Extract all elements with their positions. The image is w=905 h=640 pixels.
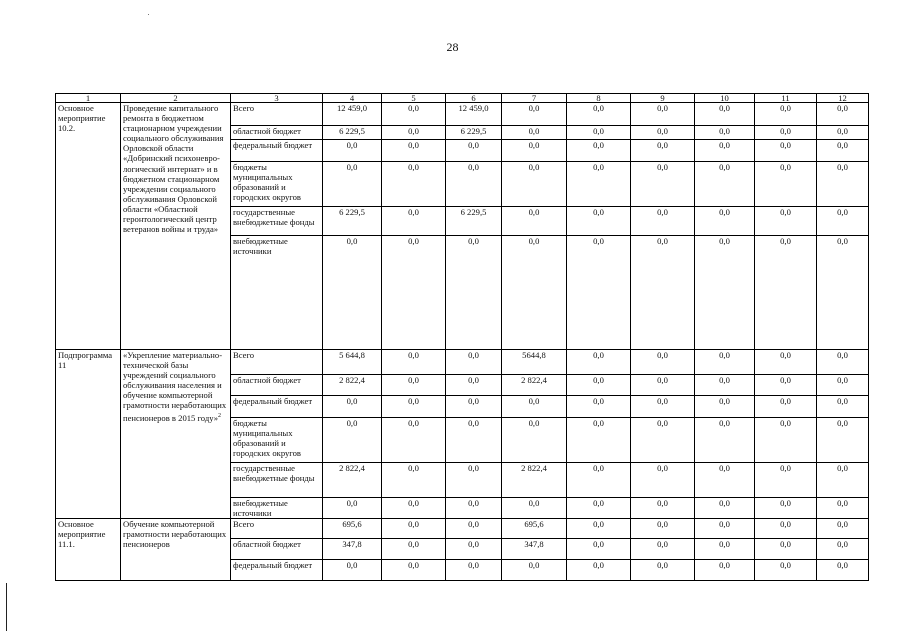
amount-cell: 0,0 xyxy=(755,350,817,375)
amount-cell: 0,0 xyxy=(502,396,567,418)
amount-cell: 0,0 xyxy=(446,498,502,519)
amount-cell: 0,0 xyxy=(323,418,382,463)
amount-cell: 0,0 xyxy=(567,463,631,498)
amount-cell: 0,0 xyxy=(695,375,755,396)
amount-cell: 0,0 xyxy=(446,560,502,581)
amount-cell: 0,0 xyxy=(755,418,817,463)
item-title-text: Обучение компьютерной грамотности неработающих пенсионеров xyxy=(123,519,227,550)
amount-cell: 0,0 xyxy=(382,103,446,126)
amount-cell: 0,0 xyxy=(695,140,755,162)
amount-cell: 0,0 xyxy=(382,207,446,236)
amount-cell: 0,0 xyxy=(631,396,695,418)
amount-cell: 0,0 xyxy=(817,375,869,396)
amount-cell: 0,0 xyxy=(695,418,755,463)
amount-cell: 0,0 xyxy=(631,539,695,560)
amount-cell: 0,0 xyxy=(382,498,446,519)
funding-source-cell: Всего xyxy=(231,103,323,126)
amount-cell: 5644,8 xyxy=(502,350,567,375)
funding-source-cell: внебюджетные источники xyxy=(231,236,323,350)
amount-cell: 0,0 xyxy=(695,396,755,418)
margin-line xyxy=(6,583,7,631)
amount-cell: 0,0 xyxy=(755,140,817,162)
amount-cell: 0,0 xyxy=(755,498,817,519)
amount-cell: 0,0 xyxy=(382,519,446,539)
column-number: 1 xyxy=(56,94,121,103)
amount-cell: 0,0 xyxy=(567,162,631,207)
amount-cell: 0,0 xyxy=(631,236,695,350)
amount-cell: 0,0 xyxy=(631,350,695,375)
amount-cell: 0,0 xyxy=(755,519,817,539)
funding-source-cell: государственные внебюджетные фонды xyxy=(231,207,323,236)
amount-cell: 0,0 xyxy=(695,539,755,560)
amount-cell: 0,0 xyxy=(755,126,817,140)
item-title-text: Проведение капитального ремонта в бюджетном стационарном учреждении социального обслуживания Орловской области «Добринский психоневро-логический интернат» и в бюджетном стационарном учреждении социального обслуживания Орловской области «Областной геронтологический центр ветеранов войны и труда» xyxy=(123,103,224,235)
amount-cell: 0,0 xyxy=(817,498,869,519)
amount-cell: 0,0 xyxy=(631,103,695,126)
amount-cell: 0,0 xyxy=(755,539,817,560)
amount-cell: 0,0 xyxy=(817,236,869,350)
funding-source-cell: федеральный бюджет xyxy=(231,396,323,418)
amount-cell: 0,0 xyxy=(567,375,631,396)
table-row xyxy=(56,103,869,126)
amount-cell: 0,0 xyxy=(817,126,869,140)
amount-cell: 0,0 xyxy=(567,103,631,126)
amount-cell: 0,0 xyxy=(755,560,817,581)
footnote-marker: 2 xyxy=(218,412,222,419)
amount-cell: 347,8 xyxy=(323,539,382,560)
amount-cell: 0,0 xyxy=(755,375,817,396)
amount-cell: 0,0 xyxy=(446,375,502,396)
amount-cell: 2 822,4 xyxy=(323,375,382,396)
amount-cell: 0,0 xyxy=(631,375,695,396)
amount-cell: 0,0 xyxy=(446,519,502,539)
funding-source-cell: областной бюджет xyxy=(231,375,323,396)
amount-cell: 0,0 xyxy=(817,162,869,207)
column-number: 8 xyxy=(567,94,631,103)
amount-cell: 0,0 xyxy=(567,236,631,350)
page-number: 28 xyxy=(446,40,459,54)
amount-cell: 0,0 xyxy=(695,519,755,539)
amount-cell: 0,0 xyxy=(567,498,631,519)
funding-source-cell: областной бюджет xyxy=(231,126,323,140)
column-number: 7 xyxy=(502,94,567,103)
amount-cell: 0,0 xyxy=(382,463,446,498)
amount-cell: 0,0 xyxy=(502,207,567,236)
amount-cell: 0,0 xyxy=(817,396,869,418)
amount-cell: 0,0 xyxy=(567,519,631,539)
column-number: 4 xyxy=(323,94,382,103)
item-title-text: «Укрепление материально-технической базы учреждений социального обслуживания населения и обучение компьютерной грамотности неработающих пенсионеров в 2015 году» xyxy=(123,350,227,423)
amount-cell: 0,0 xyxy=(382,126,446,140)
item-title-cell xyxy=(121,103,231,350)
amount-cell: 347,8 xyxy=(502,539,567,560)
scan-speck xyxy=(148,14,149,15)
amount-cell: 0,0 xyxy=(695,498,755,519)
amount-cell: 0,0 xyxy=(817,207,869,236)
column-number: 6 xyxy=(446,94,502,103)
amount-cell: 0,0 xyxy=(755,103,817,126)
amount-cell: 12 459,0 xyxy=(446,103,502,126)
amount-cell: 0,0 xyxy=(631,126,695,140)
amount-cell: 0,0 xyxy=(567,126,631,140)
amount-cell: 0,0 xyxy=(755,207,817,236)
amount-cell: 0,0 xyxy=(446,396,502,418)
amount-cell: 0,0 xyxy=(502,498,567,519)
amount-cell: 0,0 xyxy=(502,126,567,140)
funding-source-cell: внебюджетные источники xyxy=(231,498,323,519)
amount-cell: 0,0 xyxy=(567,396,631,418)
budget-table xyxy=(55,93,869,581)
column-number: 10 xyxy=(695,94,755,103)
amount-cell: 6 229,5 xyxy=(323,126,382,140)
amount-cell: 0,0 xyxy=(323,162,382,207)
column-number: 5 xyxy=(382,94,446,103)
funding-source-cell: федеральный бюджет xyxy=(231,140,323,162)
item-code-cell: Подпрограмма 11 xyxy=(56,350,121,519)
amount-cell: 0,0 xyxy=(755,236,817,350)
amount-cell: 0,0 xyxy=(817,350,869,375)
column-number: 3 xyxy=(231,94,323,103)
amount-cell: 0,0 xyxy=(695,350,755,375)
amount-cell: 0,0 xyxy=(323,236,382,350)
funding-source-cell: государственные внебюджетные фонды xyxy=(231,463,323,498)
amount-cell: 0,0 xyxy=(382,375,446,396)
funding-source-cell: областной бюджет xyxy=(231,539,323,560)
amount-cell: 0,0 xyxy=(695,236,755,350)
table-row xyxy=(56,519,869,539)
amount-cell: 0,0 xyxy=(695,103,755,126)
amount-cell: 0,0 xyxy=(446,162,502,207)
amount-cell: 0,0 xyxy=(323,498,382,519)
amount-cell: 0,0 xyxy=(567,560,631,581)
funding-source-cell: федеральный бюджет xyxy=(231,560,323,581)
table-row xyxy=(56,350,869,375)
amount-cell: 0,0 xyxy=(446,463,502,498)
amount-cell: 0,0 xyxy=(567,207,631,236)
amount-cell: 2 822,4 xyxy=(323,463,382,498)
amount-cell: 0,0 xyxy=(502,236,567,350)
amount-cell: 6 229,5 xyxy=(446,126,502,140)
amount-cell: 0,0 xyxy=(631,560,695,581)
amount-cell: 695,6 xyxy=(323,519,382,539)
amount-cell: 0,0 xyxy=(323,560,382,581)
amount-cell: 0,0 xyxy=(446,418,502,463)
amount-cell: 0,0 xyxy=(382,236,446,350)
amount-cell: 0,0 xyxy=(382,539,446,560)
item-title-cell xyxy=(121,519,231,581)
funding-source-cell: Всего xyxy=(231,519,323,539)
item-code-cell: Основное мероприятие 10.2. xyxy=(56,103,121,350)
amount-cell: 0,0 xyxy=(695,207,755,236)
amount-cell: 0,0 xyxy=(817,140,869,162)
amount-cell: 695,6 xyxy=(502,519,567,539)
amount-cell: 0,0 xyxy=(631,463,695,498)
amount-cell: 0,0 xyxy=(382,140,446,162)
column-number-row xyxy=(56,94,869,103)
amount-cell: 0,0 xyxy=(382,162,446,207)
amount-cell: 0,0 xyxy=(502,418,567,463)
amount-cell: 0,0 xyxy=(631,519,695,539)
funding-source-cell: бюджеты муниципальных образований и городских округов xyxy=(231,162,323,207)
amount-cell: 0,0 xyxy=(817,539,869,560)
amount-cell: 0,0 xyxy=(567,539,631,560)
amount-cell: 6 229,5 xyxy=(446,207,502,236)
amount-cell: 0,0 xyxy=(446,539,502,560)
amount-cell: 0,0 xyxy=(631,140,695,162)
amount-cell: 0,0 xyxy=(755,162,817,207)
amount-cell: 6 229,5 xyxy=(323,207,382,236)
amount-cell: 0,0 xyxy=(567,350,631,375)
amount-cell: 0,0 xyxy=(631,207,695,236)
item-title-cell xyxy=(121,350,231,519)
column-number: 11 xyxy=(755,94,817,103)
amount-cell: 0,0 xyxy=(382,350,446,375)
amount-cell: 0,0 xyxy=(631,418,695,463)
amount-cell: 0,0 xyxy=(817,103,869,126)
amount-cell: 0,0 xyxy=(695,560,755,581)
amount-cell: 12 459,0 xyxy=(323,103,382,126)
amount-cell: 2 822,4 xyxy=(502,463,567,498)
item-code-cell: Основное мероприятие 11.1. xyxy=(56,519,121,581)
funding-source-cell: бюджеты муниципальных образований и городских округов xyxy=(231,418,323,463)
amount-cell: 2 822,4 xyxy=(502,375,567,396)
amount-cell: 0,0 xyxy=(755,463,817,498)
column-number: 12 xyxy=(817,94,869,103)
amount-cell: 0,0 xyxy=(502,560,567,581)
amount-cell: 5 644,8 xyxy=(323,350,382,375)
amount-cell: 0,0 xyxy=(446,140,502,162)
amount-cell: 0,0 xyxy=(817,418,869,463)
amount-cell: 0,0 xyxy=(631,498,695,519)
amount-cell: 0,0 xyxy=(502,162,567,207)
column-number: 9 xyxy=(631,94,695,103)
amount-cell: 0,0 xyxy=(502,140,567,162)
amount-cell: 0,0 xyxy=(323,140,382,162)
amount-cell: 0,0 xyxy=(695,162,755,207)
amount-cell: 0,0 xyxy=(323,396,382,418)
amount-cell: 0,0 xyxy=(695,126,755,140)
amount-cell: 0,0 xyxy=(446,236,502,350)
amount-cell: 0,0 xyxy=(567,140,631,162)
amount-cell: 0,0 xyxy=(382,418,446,463)
amount-cell: 0,0 xyxy=(567,418,631,463)
column-number: 2 xyxy=(121,94,231,103)
amount-cell: 0,0 xyxy=(446,350,502,375)
amount-cell: 0,0 xyxy=(755,396,817,418)
amount-cell: 0,0 xyxy=(502,103,567,126)
amount-cell: 0,0 xyxy=(382,396,446,418)
amount-cell: 0,0 xyxy=(817,463,869,498)
table-body xyxy=(56,94,869,581)
amount-cell: 0,0 xyxy=(695,463,755,498)
amount-cell: 0,0 xyxy=(817,560,869,581)
amount-cell: 0,0 xyxy=(817,519,869,539)
amount-cell: 0,0 xyxy=(631,162,695,207)
amount-cell: 0,0 xyxy=(382,560,446,581)
funding-source-cell: Всего xyxy=(231,350,323,375)
